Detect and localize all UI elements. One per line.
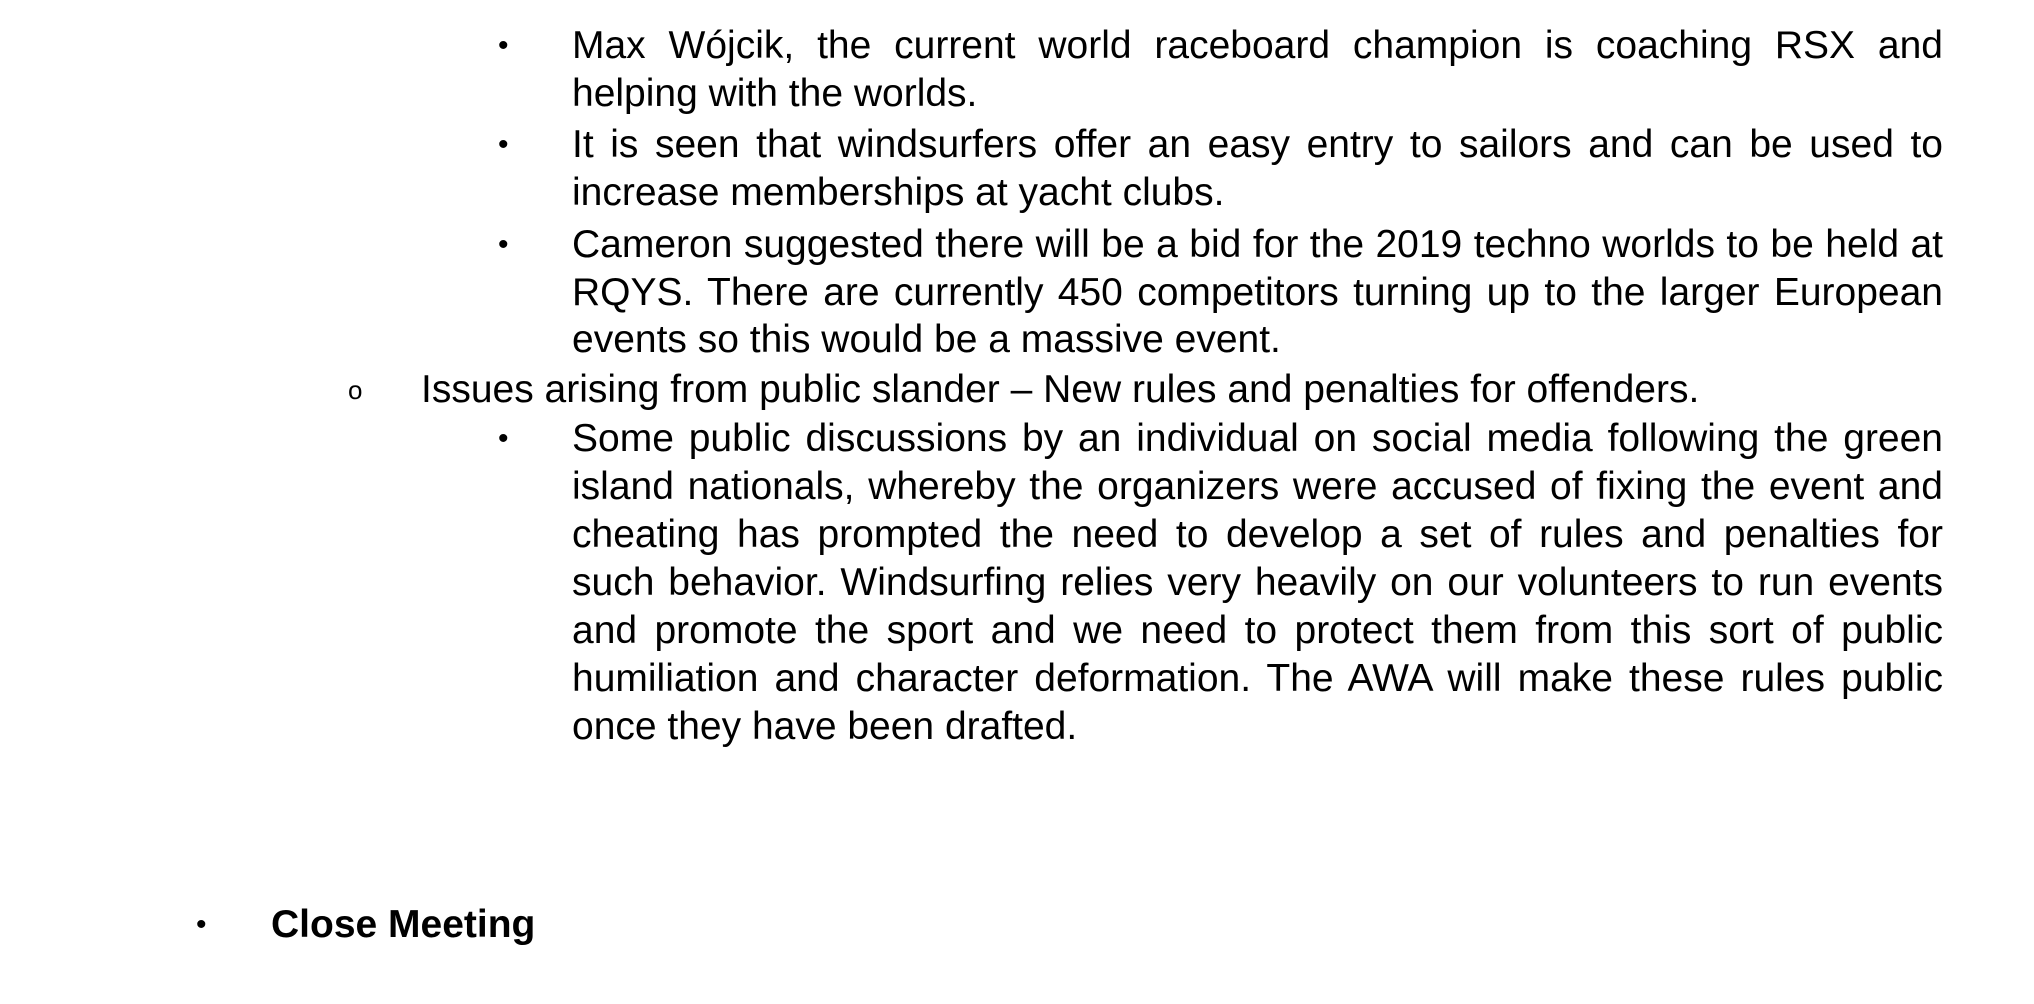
sub-heading: Issues arising from public slander – New rules and penalties for offenders. [421, 368, 1700, 411]
list-item: Max Wójcik, the current world raceboard champion is coaching RSX and helping with the worlds. [572, 24, 1943, 115]
circle-bullet-icon: o [348, 375, 363, 405]
bullet-icon: • [498, 422, 509, 455]
list-item: It is seen that windsurfers offer an easy entry to sailors and can be used to increase memberships at yacht clubs. [572, 123, 1943, 214]
list-item: Cameron suggested there will be a bid for the 2019 techno worlds to be held at RQYS. There are currently 450 competitors turning up to the larger European events so this would be a massive event. [572, 223, 1943, 361]
bullet-icon: • [498, 29, 509, 62]
bullet-icon: • [498, 228, 509, 261]
close-meeting-heading: Close Meeting [271, 903, 536, 946]
list-item: Some public discussions by an individual on social media following the green island nationals, whereby the organizers were accused of fixing the event and cheating has prompted the need to develop a set of rules and penalties for such behavior. Windsurfing relies very heavily on our volunteers to run events and promote the sport and we need to protect them from this sort of public humiliation and character deformation. The AWA will make these rules public once they have been drafted. [572, 417, 1943, 748]
bullet-icon: • [498, 128, 509, 161]
bullet-icon: • [196, 908, 207, 941]
